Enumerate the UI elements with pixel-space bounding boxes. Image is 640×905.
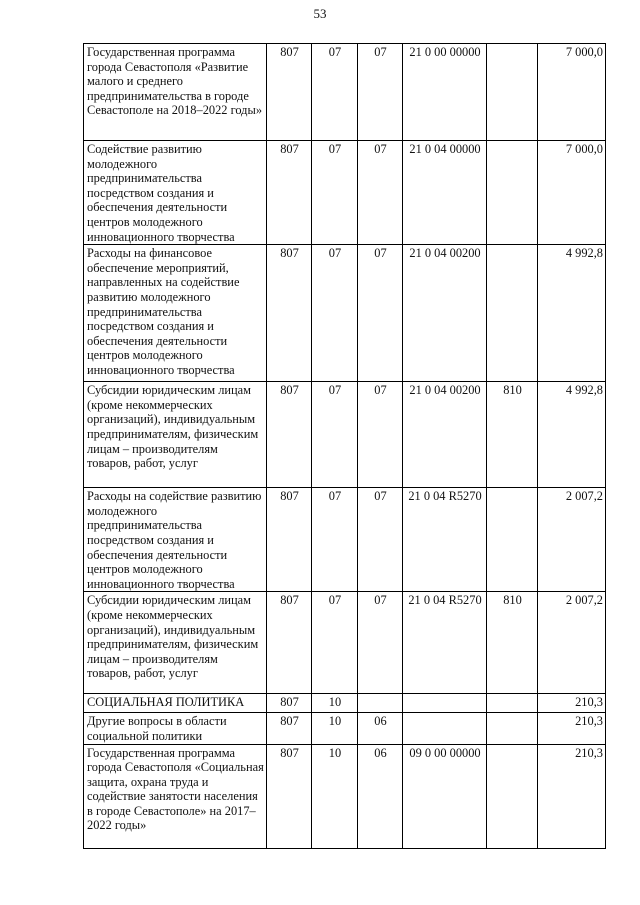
row-vr (487, 744, 538, 848)
row-vr: 810 (487, 592, 538, 694)
table-row (84, 713, 606, 744)
row-sum: 2 007,2 (538, 488, 606, 592)
row-pr: 07 (358, 488, 403, 592)
row-vr (487, 694, 538, 713)
row-pr: 07 (358, 141, 403, 245)
row-sum: 4 992,8 (538, 382, 606, 488)
row-csr: 21 0 04 R5270 (403, 592, 487, 694)
table-row (84, 744, 606, 848)
row-name: СОЦИАЛЬНАЯ ПОЛИТИКА (84, 694, 267, 713)
row-ved: 807 (267, 713, 312, 744)
table-row (84, 694, 606, 713)
table-row (84, 245, 606, 382)
row-pr: 06 (358, 713, 403, 744)
row-name: Субсидии юридическим лицам (кроме некоммерческих организаций), индивидуальным предпринимателям, физическим лицам – производителям товаров, работ, услуг (84, 382, 267, 488)
row-vr (487, 141, 538, 245)
row-rz: 07 (312, 488, 358, 592)
row-pr: 07 (358, 382, 403, 488)
row-rz: 07 (312, 44, 358, 141)
row-rz: 07 (312, 382, 358, 488)
row-csr (403, 713, 487, 744)
row-vr: 810 (487, 382, 538, 488)
row-csr: 21 0 00 00000 (403, 44, 487, 141)
table-row (84, 382, 606, 488)
row-ved: 807 (267, 245, 312, 382)
row-rz: 07 (312, 141, 358, 245)
row-csr: 21 0 04 00200 (403, 382, 487, 488)
row-name: Расходы на содействие развитию молодежного предпринимательства посредством создания и обеспечения деятельности центров молодежного инновационного творчества (84, 488, 267, 592)
row-name: Государственная программа города Севастополя «Социальная защита, охрана труда и содействие занятости населения в городе Севастополе» на 2017–2022 годы» (84, 744, 267, 848)
row-rz: 07 (312, 245, 358, 382)
row-rz: 10 (312, 744, 358, 848)
row-rz: 07 (312, 592, 358, 694)
row-pr: 07 (358, 44, 403, 141)
row-ved: 807 (267, 592, 312, 694)
row-ved: 807 (267, 382, 312, 488)
row-pr (358, 694, 403, 713)
row-ved: 807 (267, 44, 312, 141)
row-rz: 10 (312, 713, 358, 744)
page-number: 53 (313, 6, 327, 21)
row-pr: 07 (358, 245, 403, 382)
row-pr: 06 (358, 744, 403, 848)
row-csr: 09 0 00 00000 (403, 744, 487, 848)
row-vr (487, 713, 538, 744)
row-vr (487, 44, 538, 141)
row-name: Содействие развитию молодежного предпринимательства посредством создания и обеспечения деятельности центров молодежного инновационного творчества (84, 141, 267, 245)
row-sum: 210,3 (538, 694, 606, 713)
row-sum: 4 992,8 (538, 245, 606, 382)
row-csr: 21 0 04 00000 (403, 141, 487, 245)
table-row (84, 44, 606, 141)
row-name: Другие вопросы в области социальной политики (84, 713, 267, 744)
row-vr (487, 245, 538, 382)
row-ved: 807 (267, 744, 312, 848)
row-sum: 7 000,0 (538, 141, 606, 245)
row-csr (403, 694, 487, 713)
row-csr: 21 0 04 R5270 (403, 488, 487, 592)
row-name: Расходы на финансовое обеспечение мероприятий, направленных на содействие развитию молодежного предпринимательства посредством создания и обеспечения деятельности центров молодежного инновационного творчества (84, 245, 267, 382)
row-name: Государственная программа города Севастополя «Развитие малого и среднего предпринимательства в городе Севастополе на 2018–2022 годы» (84, 44, 267, 141)
row-vr (487, 488, 538, 592)
table-row (84, 141, 606, 245)
row-name: Субсидии юридическим лицам (кроме некоммерческих организаций), индивидуальным предпринимателям, физическим лицам – производителям товаров, работ, услуг (84, 592, 267, 694)
row-ved: 807 (267, 488, 312, 592)
table-row (84, 592, 606, 694)
row-ved: 807 (267, 694, 312, 713)
table-row (84, 488, 606, 592)
row-rz: 10 (312, 694, 358, 713)
row-sum: 2 007,2 (538, 592, 606, 694)
budget-table (83, 43, 606, 849)
row-csr: 21 0 04 00200 (403, 245, 487, 382)
row-ved: 807 (267, 141, 312, 245)
row-sum: 210,3 (538, 744, 606, 848)
row-sum: 7 000,0 (538, 44, 606, 141)
row-sum: 210,3 (538, 713, 606, 744)
row-pr: 07 (358, 592, 403, 694)
